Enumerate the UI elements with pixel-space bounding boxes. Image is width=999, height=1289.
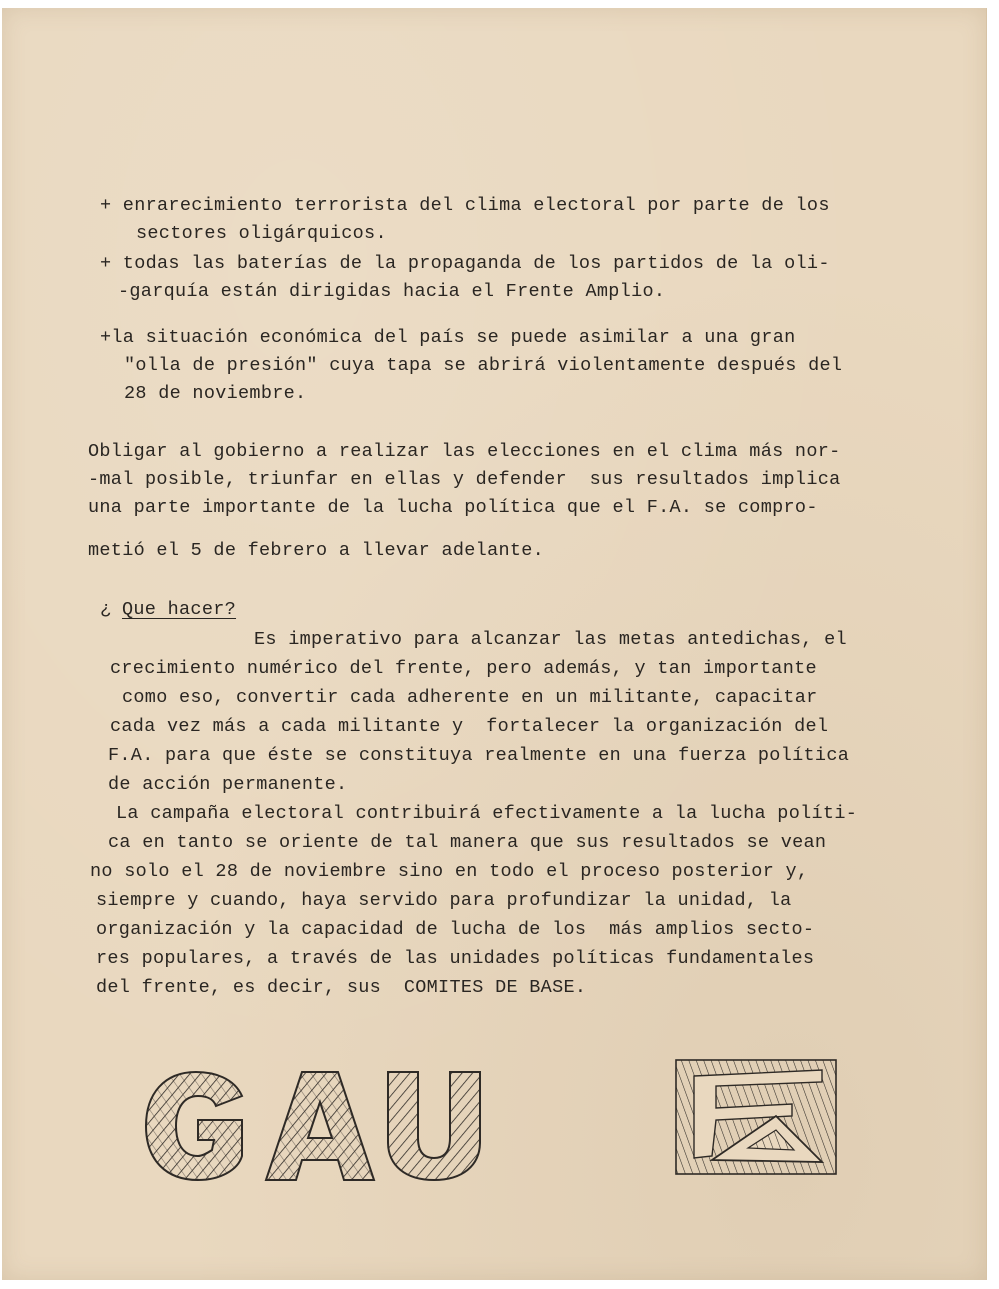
bullet-3-line-2: "olla de presión" cuya tapa se abrirá violentamente después del (124, 355, 843, 376)
paragraph-2-line-2: crecimiento numérico del frente, pero además, y tan importante (110, 658, 817, 679)
paragraph-3-line-2: ca en tanto se oriente de tal manera que sus resultados se vean (108, 832, 827, 853)
paragraph-2-line-3: como eso, convertir cada adherente en un militante, capacitar (122, 687, 818, 708)
section-heading: Que hacer? (122, 599, 237, 620)
bullet-2-line-2: -garquía están dirigidas hacia el Frente Amplio. (118, 281, 666, 302)
bullet-3-line-3: 28 de noviembre. (124, 383, 307, 404)
paragraph-1-line-1: Obligar al gobierno a realizar las elecciones en el clima más nor- (88, 441, 841, 462)
paragraph-2-line-5: F.A. para que éste se constituya realmente en una fuerza política (108, 745, 850, 766)
paragraph-3-line-3: no solo el 28 de noviembre sino en todo el proceso posterior y, (90, 861, 809, 882)
paragraph-3-line-4: siempre y cuando, haya servido para profundizar la unidad, la (96, 890, 792, 911)
heading-question-mark: ¿ (100, 599, 112, 620)
frente-amplio-logo (672, 1056, 840, 1178)
gau-logo (142, 1068, 487, 1183)
paragraph-1-line-2: -mal posible, triunfar en ellas y defender sus resultados implica (88, 469, 841, 490)
paragraph-2-line-6: de acción permanente. (108, 774, 348, 795)
bullet-1-line-1: + enrarecimiento terrorista del clima electoral por parte de los (100, 195, 830, 216)
bullet-1-line-2: sectores oligárquicos. (136, 223, 387, 244)
paragraph-3-line-5: organización y la capacidad de lucha de los más amplios secto- (96, 919, 815, 940)
paragraph-1-line-4: metió el 5 de febrero a llevar adelante. (88, 540, 545, 561)
bullet-3-line-1: +la situación económica del país se puede asimilar a una gran (100, 327, 796, 348)
paragraph-2-line-4: cada vez más a cada militante y fortalecer la organización del (110, 716, 829, 737)
paragraph-3-line-6: res populares, a través de las unidades políticas fundamentales (96, 948, 815, 969)
paragraph-2-line-1: Es imperativo para alcanzar las metas antedichas, el (254, 629, 847, 650)
bullet-2-line-1: + todas las baterías de la propaganda de los partidos de la oli- (100, 253, 830, 274)
paragraph-3-line-7: del frente, es decir, sus COMITES DE BASE. (96, 977, 587, 998)
paragraph-1-line-3: una parte importante de la lucha política que el F.A. se compro- (88, 497, 818, 518)
paragraph-3-line-1: La campaña electoral contribuirá efectivamente a la lucha políti- (116, 803, 858, 824)
